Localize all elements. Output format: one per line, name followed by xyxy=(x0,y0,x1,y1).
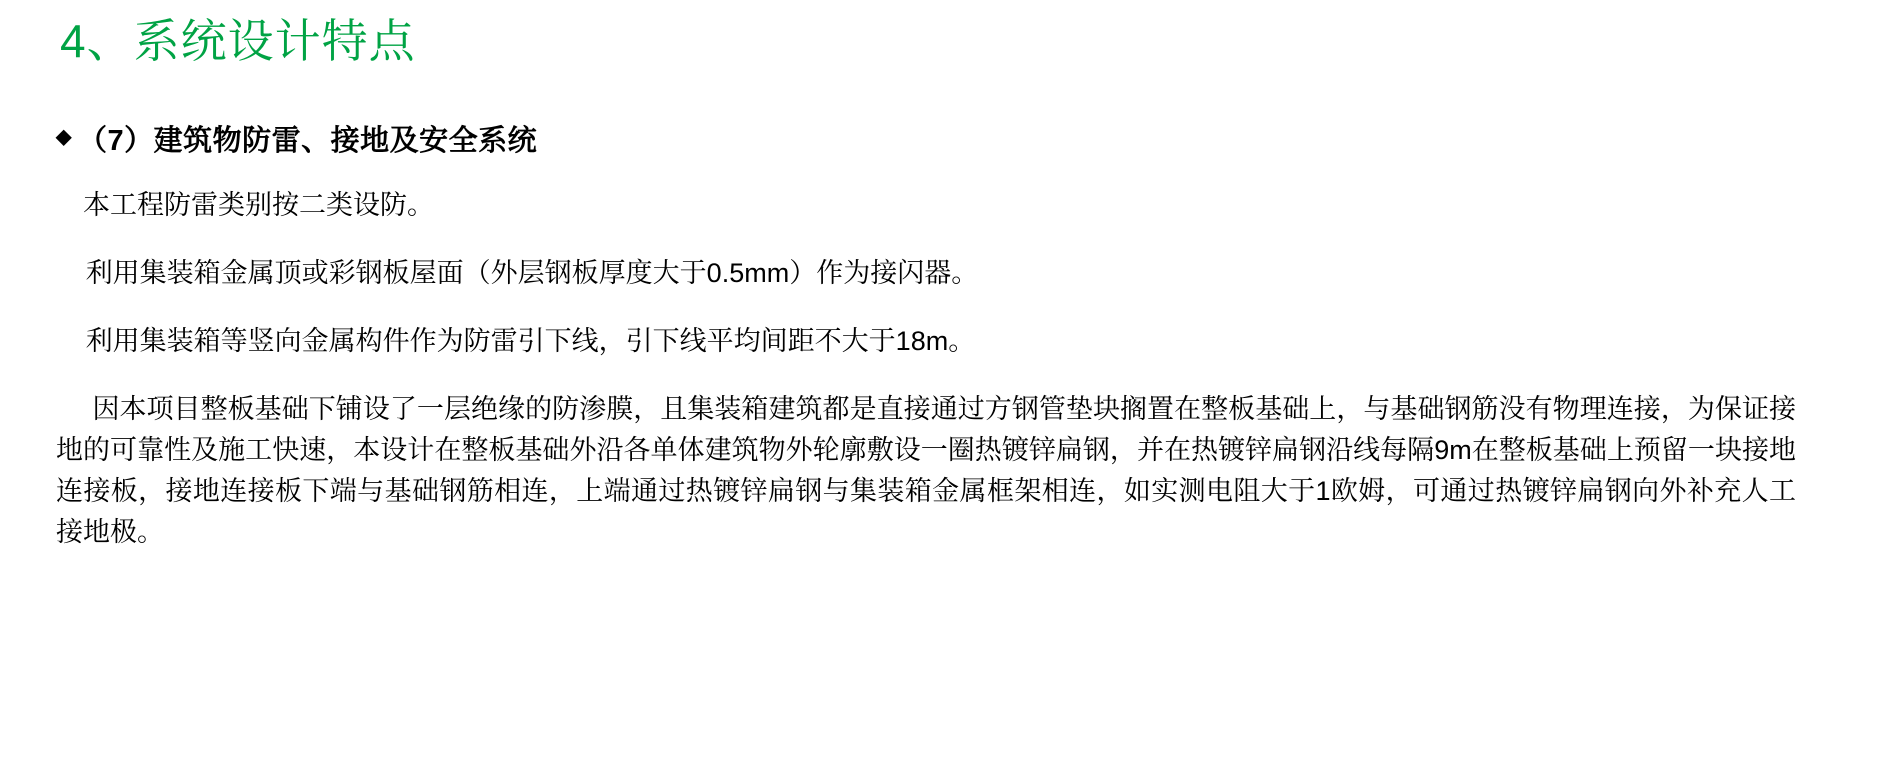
body-content xyxy=(56,185,1796,553)
section-heading xyxy=(56,118,537,159)
paragraph-2: 利用集装箱金属顶或彩钢板屋面（外层钢板厚度大于0.5mm）作为接闪器。 xyxy=(85,257,979,288)
page-title: 4、系统设计特点 xyxy=(60,15,416,67)
paragraph-1: 本工程防雷类别按二类设防。 xyxy=(83,190,434,220)
section-heading-label: （7）建筑物防雷、接地及安全系统 xyxy=(78,125,538,157)
paragraph-4: 因本项目整板基础下铺设了一层绝缘的防渗膜，且集装箱建筑都是直接通过方钢管垫块搁置在整板基础上，与基础钢筋没有物理连接，为保证接地的可靠性及施工快速，本设计在整板基础外沿各单体建筑物外轮廓敷设一圈热镀锌扁钢，并在热镀锌扁钢沿线每隔9m在整板基础上预留一块接地连接板，接地连接板下端与基础钢筋相连，上端通过热镀锌扁钢与集装箱金属框架相连，如实测电阻大于1欧姆，可通过热镀锌扁钢向外补充人工接地极。 xyxy=(56,393,1796,547)
diamond-bullet-icon: ◆ xyxy=(56,125,72,148)
paragraph-3: 利用集装箱等竖向金属构件作为防雷引下线，引下线平均间距不大于18m。 xyxy=(85,325,976,356)
